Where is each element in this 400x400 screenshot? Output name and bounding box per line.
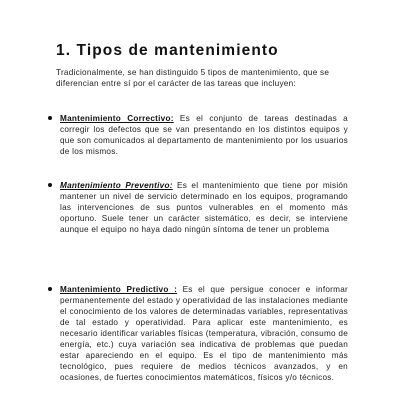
section-title: 1. Tipos de mantenimiento [56, 42, 279, 59]
definition-predictivo: Es el que persigue conocer e informar permanentemente del estado y operatividad de las instalaciones mediante el conocimiento de los valores de determinadas variables, representativas de tal estado y operatividad. Para aplicar este mantenimiento, es necesario identificar variables físicas (temperatura, vibración, consumo de energía, etc.) cuya variación sea indicativa de problemas que puedan estar apareciendo en el equipo. Es el tipo de mantenimiento más tecnológico, pues requiere de medios técnicos avanzados, y en ocasiones, de fuertes conocimientos matemáticos, físicos y/o técnicos. [60, 285, 348, 382]
list-item-text [60, 180, 348, 235]
list-item-text [60, 113, 348, 157]
definition-preventivo: Es el mantenimiento que tiene por misión mantener un nivel de servicio determinado en los equipos, programando las intervenciones de sus puntos vulnerables en el momento más oportuno. Suele tener un carácter sistemático, es decir, se interviene aunque el equipo no haya dado ningún síntoma de tener un problema [60, 181, 348, 234]
term-preventivo: Mantenimiento Preventivo: [60, 181, 173, 190]
intro-paragraph: Tradicionalmente, se han distinguido 5 tipos de mantenimiento, que se diferencian entre sí por el carácter de las tareas que incluyen: [56, 68, 330, 88]
term-correctivo: Mantenimiento Correctivo: [60, 114, 174, 123]
bullet-icon [48, 183, 52, 187]
list-item-preventivo [48, 180, 348, 235]
bullet-icon [48, 116, 52, 120]
term-predictivo: Mantenimiento Predictivo : [60, 285, 178, 294]
bullet-icon [48, 287, 52, 291]
list-item-predictivo [48, 284, 348, 383]
definition-correctivo: Es el conjunto de tareas destinadas a corregir los defectos que se van presentando en los distintos equipos y que son comunicados al departamento de mantenimiento por los usuarios de los mismos. [60, 114, 348, 156]
list-item-correctivo [48, 113, 348, 157]
list-item-text [60, 284, 348, 383]
